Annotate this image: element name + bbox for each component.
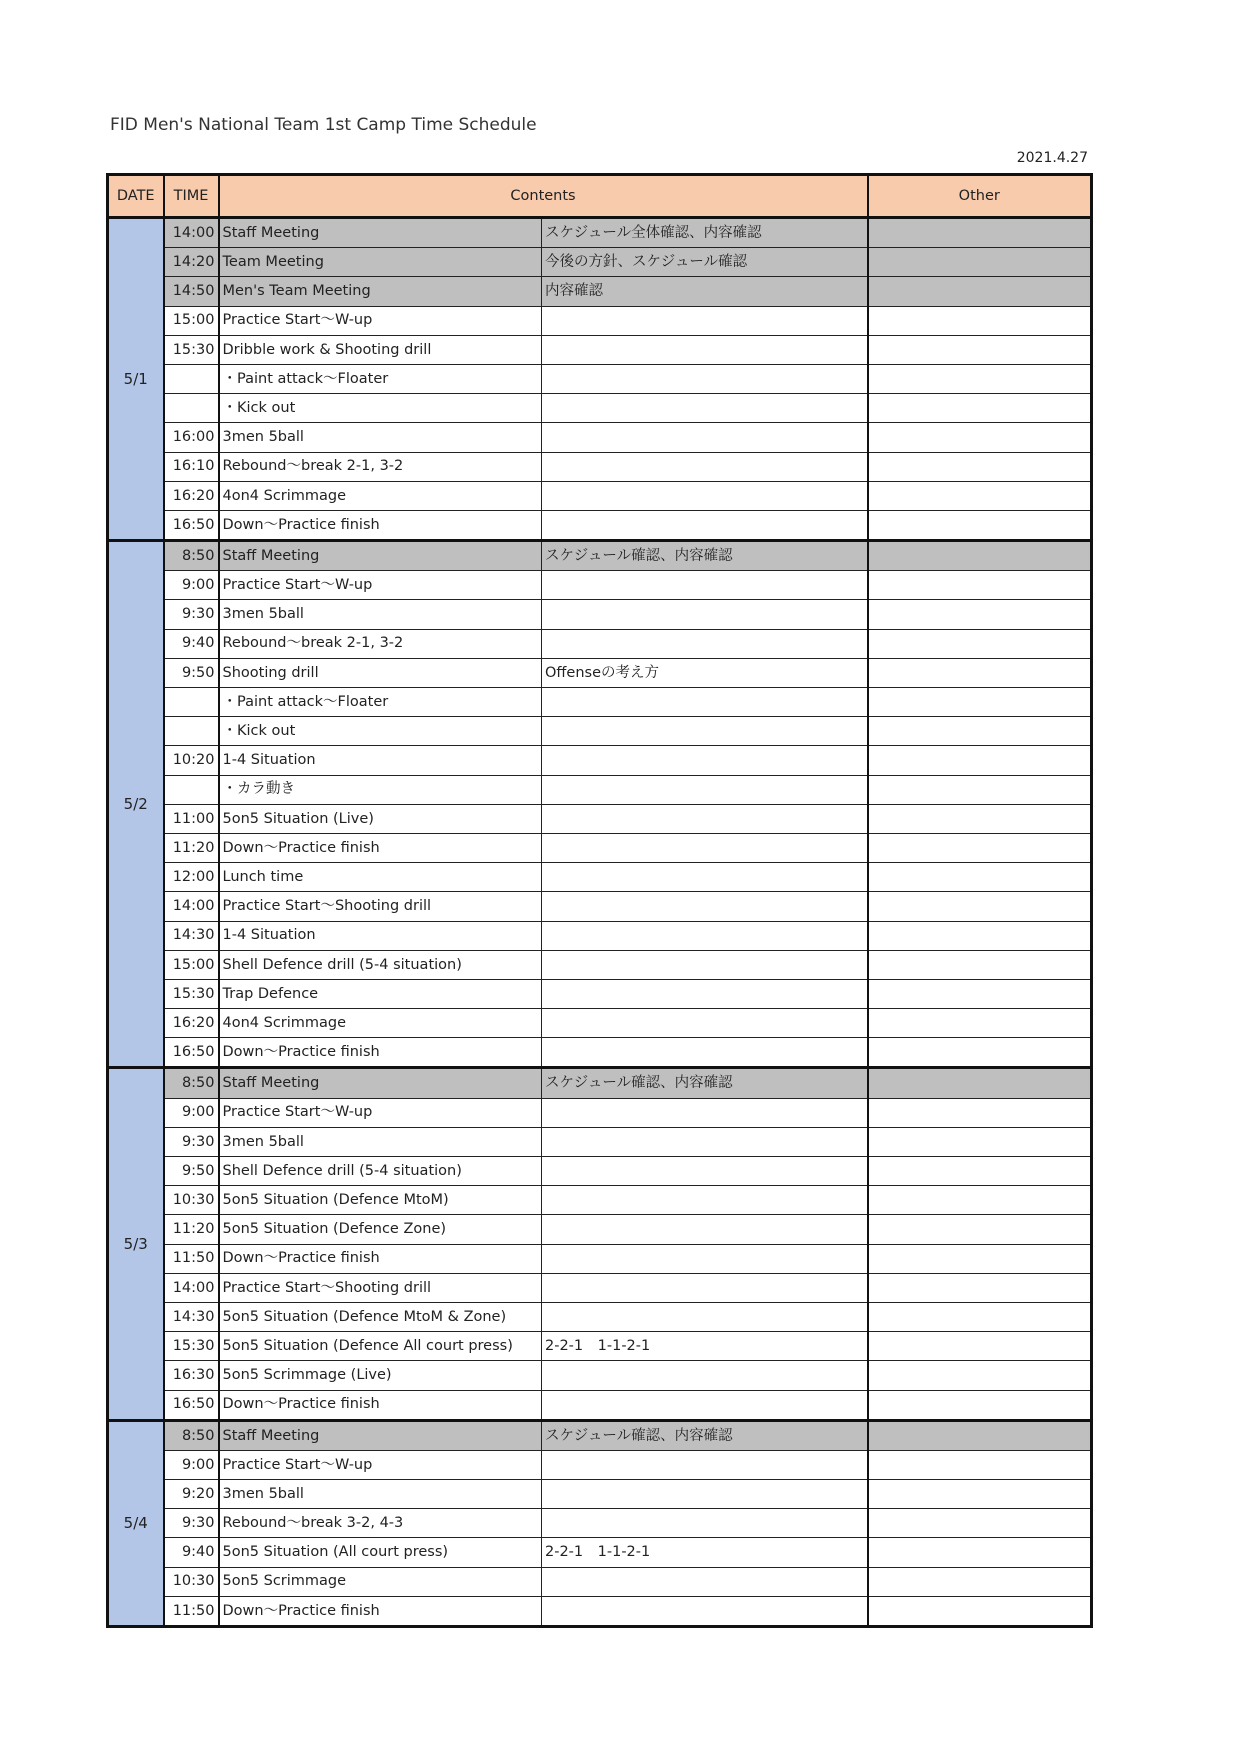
other-cell — [868, 1361, 1092, 1390]
content-cell: 5on5 Situation (Defence MtoM & Zone) — [219, 1302, 542, 1331]
schedule-row — [108, 1332, 1092, 1361]
other-cell — [868, 1450, 1092, 1479]
content-cell: Shooting drill — [219, 658, 542, 687]
table-header — [108, 175, 1092, 218]
content-cell: Rebound～break 3-2, 4-3 — [219, 1509, 542, 1538]
time-cell: 11:20 — [164, 833, 219, 862]
time-cell: 9:50 — [164, 1157, 219, 1186]
schedule-row — [108, 1098, 1092, 1127]
content-cell: Lunch time — [219, 863, 542, 892]
schedule-row — [108, 1420, 1092, 1450]
note-cell — [542, 452, 868, 481]
content-cell: Shell Defence drill (5-4 situation) — [219, 950, 542, 979]
note-cell — [542, 892, 868, 921]
content-cell: Dribble work & Shooting drill — [219, 335, 542, 364]
schedule-row — [108, 600, 1092, 629]
other-cell — [868, 600, 1092, 629]
time-cell: 9:50 — [164, 658, 219, 687]
schedule-row — [108, 1186, 1092, 1215]
time-cell: 9:00 — [164, 1450, 219, 1479]
content-cell: 5on5 Situation (All court press) — [219, 1538, 542, 1567]
time-cell — [164, 775, 219, 804]
other-cell — [868, 335, 1092, 364]
schedule-row — [108, 1215, 1092, 1244]
note-cell — [542, 921, 868, 950]
schedule-row — [108, 804, 1092, 833]
other-cell — [868, 248, 1092, 277]
note-cell — [542, 1157, 868, 1186]
note-cell — [542, 1567, 868, 1596]
content-cell: 1-4 Situation — [219, 921, 542, 950]
other-cell — [868, 1538, 1092, 1567]
time-cell: 9:00 — [164, 571, 219, 600]
content-cell: Down～Practice finish — [219, 833, 542, 862]
time-cell: 9:30 — [164, 600, 219, 629]
time-cell: 16:20 — [164, 1009, 219, 1038]
note-cell — [542, 481, 868, 510]
note-cell: 内容確認 — [542, 277, 868, 306]
note-cell — [542, 688, 868, 717]
other-cell — [868, 1127, 1092, 1156]
content-cell: Rebound～break 2-1, 3-2 — [219, 629, 542, 658]
note-cell — [542, 950, 868, 979]
schedule-row — [108, 1480, 1092, 1509]
other-cell — [868, 746, 1092, 775]
other-cell — [868, 950, 1092, 979]
other-cell — [868, 833, 1092, 862]
other-cell — [868, 1509, 1092, 1538]
note-cell — [542, 1244, 868, 1273]
time-cell: 10:30 — [164, 1567, 219, 1596]
content-cell: ・Paint attack～Floater — [219, 364, 542, 393]
other-cell — [868, 1302, 1092, 1331]
other-cell — [868, 1009, 1092, 1038]
note-cell — [542, 746, 868, 775]
time-cell — [164, 364, 219, 393]
other-cell — [868, 1332, 1092, 1361]
other-cell — [868, 1186, 1092, 1215]
note-cell — [542, 364, 868, 393]
schedule-row — [108, 1538, 1092, 1567]
note-cell: スケジュール全体確認、内容確認 — [542, 218, 868, 248]
header-time: TIME — [164, 175, 219, 218]
time-cell: 16:50 — [164, 1390, 219, 1420]
schedule-row — [108, 277, 1092, 306]
note-cell — [542, 775, 868, 804]
note-cell — [542, 1302, 868, 1331]
schedule-row — [108, 1567, 1092, 1596]
other-cell — [868, 541, 1092, 571]
schedule-row — [108, 1509, 1092, 1538]
schedule-row — [108, 892, 1092, 921]
schedule-row — [108, 1127, 1092, 1156]
note-cell — [542, 571, 868, 600]
note-cell — [542, 863, 868, 892]
other-cell — [868, 364, 1092, 393]
schedule-row — [108, 335, 1092, 364]
other-cell — [868, 1157, 1092, 1186]
schedule-row — [108, 1361, 1092, 1390]
time-cell: 15:30 — [164, 979, 219, 1008]
content-cell: Trap Defence — [219, 979, 542, 1008]
other-cell — [868, 658, 1092, 687]
other-cell — [868, 979, 1092, 1008]
note-cell: 2-2-1 1-1-2-1 — [542, 1332, 868, 1361]
day-date-cell: 5/3 — [108, 1068, 164, 1420]
note-cell — [542, 1273, 868, 1302]
time-cell — [164, 717, 219, 746]
other-cell — [868, 717, 1092, 746]
note-cell: Offenseの考え方 — [542, 658, 868, 687]
content-cell: Staff Meeting — [219, 1068, 542, 1098]
content-cell: Practice Start～Shooting drill — [219, 1273, 542, 1302]
note-cell — [542, 804, 868, 833]
other-cell — [868, 775, 1092, 804]
header-other: Other — [868, 175, 1092, 218]
note-cell — [542, 1596, 868, 1626]
note-cell: スケジュール確認、内容確認 — [542, 541, 868, 571]
time-cell: 14:20 — [164, 248, 219, 277]
time-cell: 11:00 — [164, 804, 219, 833]
other-cell — [868, 688, 1092, 717]
schedule-row — [108, 510, 1092, 540]
note-cell — [542, 1509, 868, 1538]
schedule-row — [108, 1302, 1092, 1331]
content-cell: 5on5 Scrimmage (Live) — [219, 1361, 542, 1390]
content-cell: Down～Practice finish — [219, 1244, 542, 1273]
time-cell: 11:50 — [164, 1244, 219, 1273]
schedule-row — [108, 833, 1092, 862]
note-cell — [542, 979, 868, 1008]
schedule-row — [108, 950, 1092, 979]
other-cell — [868, 1420, 1092, 1450]
note-cell: 2-2-1 1-1-2-1 — [542, 1538, 868, 1567]
time-cell: 8:50 — [164, 541, 219, 571]
schedule-row — [108, 658, 1092, 687]
schedule-row — [108, 1038, 1092, 1068]
note-cell — [542, 306, 868, 335]
header-row — [108, 175, 1092, 218]
time-cell: 14:30 — [164, 1302, 219, 1331]
time-cell: 9:00 — [164, 1098, 219, 1127]
content-cell: 5on5 Scrimmage — [219, 1567, 542, 1596]
note-cell — [542, 510, 868, 540]
other-cell — [868, 892, 1092, 921]
schedule-row — [108, 248, 1092, 277]
time-cell: 15:00 — [164, 306, 219, 335]
time-cell: 14:50 — [164, 277, 219, 306]
note-cell: スケジュール確認、内容確認 — [542, 1420, 868, 1450]
other-cell — [868, 277, 1092, 306]
content-cell: Down～Practice finish — [219, 1596, 542, 1626]
content-cell: 5on5 Situation (Defence Zone) — [219, 1215, 542, 1244]
time-cell: 8:50 — [164, 1420, 219, 1450]
content-cell: Men's Team Meeting — [219, 277, 542, 306]
schedule-row — [108, 921, 1092, 950]
content-cell: Staff Meeting — [219, 541, 542, 571]
note-cell — [542, 600, 868, 629]
time-cell: 14:30 — [164, 921, 219, 950]
other-cell — [868, 423, 1092, 452]
note-cell — [542, 394, 868, 423]
day-date-cell: 5/1 — [108, 218, 164, 541]
content-cell: Rebound～break 2-1, 3-2 — [219, 452, 542, 481]
other-cell — [868, 510, 1092, 540]
content-cell: Practice Start～W-up — [219, 1450, 542, 1479]
time-cell: 16:50 — [164, 1038, 219, 1068]
time-cell: 15:00 — [164, 950, 219, 979]
other-cell — [868, 921, 1092, 950]
schedule-row — [108, 1450, 1092, 1479]
other-cell — [868, 452, 1092, 481]
other-cell — [868, 218, 1092, 248]
table-body — [108, 218, 1092, 1627]
schedule-row — [108, 717, 1092, 746]
content-cell: Practice Start～W-up — [219, 571, 542, 600]
time-cell: 16:10 — [164, 452, 219, 481]
schedule-row — [108, 218, 1092, 248]
content-cell: 3men 5ball — [219, 1480, 542, 1509]
other-cell — [868, 306, 1092, 335]
time-cell: 16:50 — [164, 510, 219, 540]
schedule-row — [108, 364, 1092, 393]
note-cell — [542, 335, 868, 364]
other-cell — [868, 1596, 1092, 1626]
schedule-row — [108, 541, 1092, 571]
time-cell: 11:20 — [164, 1215, 219, 1244]
other-cell — [868, 863, 1092, 892]
day-date-cell: 5/4 — [108, 1420, 164, 1626]
content-cell: Practice Start～W-up — [219, 1098, 542, 1127]
content-cell: ・Paint attack～Floater — [219, 688, 542, 717]
other-cell — [868, 1567, 1092, 1596]
schedule-row — [108, 1009, 1092, 1038]
document-title: FID Men's National Team 1st Camp Time Schedule — [110, 115, 537, 135]
content-cell: 4on4 Scrimmage — [219, 481, 542, 510]
time-cell: 9:40 — [164, 1538, 219, 1567]
other-cell — [868, 394, 1092, 423]
note-cell — [542, 1127, 868, 1156]
content-cell: 5on5 Situation (Defence All court press) — [219, 1332, 542, 1361]
schedule-row — [108, 979, 1092, 1008]
schedule-row — [108, 1273, 1092, 1302]
other-cell — [868, 571, 1092, 600]
schedule-row — [108, 452, 1092, 481]
schedule-row — [108, 481, 1092, 510]
content-cell: Practice Start～Shooting drill — [219, 892, 542, 921]
schedule-row — [108, 423, 1092, 452]
time-cell — [164, 394, 219, 423]
note-cell — [542, 833, 868, 862]
note-cell — [542, 1038, 868, 1068]
time-cell: 16:30 — [164, 1361, 219, 1390]
time-cell: 9:40 — [164, 629, 219, 658]
schedule-row — [108, 1390, 1092, 1420]
content-cell: 5on5 Situation (Defence MtoM) — [219, 1186, 542, 1215]
content-cell: Down～Practice finish — [219, 510, 542, 540]
time-cell: 9:30 — [164, 1509, 219, 1538]
content-cell: Team Meeting — [219, 248, 542, 277]
other-cell — [868, 629, 1092, 658]
other-cell — [868, 1273, 1092, 1302]
time-cell: 16:00 — [164, 423, 219, 452]
other-cell — [868, 481, 1092, 510]
other-cell — [868, 1068, 1092, 1098]
note-cell — [542, 1215, 868, 1244]
schedule-row — [108, 1157, 1092, 1186]
schedule-row — [108, 1068, 1092, 1098]
schedule-row — [108, 306, 1092, 335]
other-cell — [868, 1038, 1092, 1068]
note-cell — [542, 629, 868, 658]
content-cell: ・カラ動き — [219, 775, 542, 804]
content-cell: ・Kick out — [219, 394, 542, 423]
other-cell — [868, 1390, 1092, 1420]
other-cell — [868, 1244, 1092, 1273]
content-cell: Down～Practice finish — [219, 1390, 542, 1420]
content-cell: 5on5 Situation (Live) — [219, 804, 542, 833]
note-cell — [542, 1480, 868, 1509]
schedule-row — [108, 394, 1092, 423]
time-cell — [164, 688, 219, 717]
note-cell — [542, 1361, 868, 1390]
time-cell: 12:00 — [164, 863, 219, 892]
note-cell — [542, 1186, 868, 1215]
note-cell — [542, 717, 868, 746]
schedule-row — [108, 1244, 1092, 1273]
time-cell: 10:20 — [164, 746, 219, 775]
time-cell: 15:30 — [164, 335, 219, 364]
schedule-row — [108, 688, 1092, 717]
schedule-row — [108, 571, 1092, 600]
note-cell — [542, 1009, 868, 1038]
time-cell: 14:00 — [164, 1273, 219, 1302]
note-cell — [542, 1098, 868, 1127]
time-cell: 14:00 — [164, 218, 219, 248]
note-cell — [542, 1450, 868, 1479]
header-date: DATE — [108, 175, 164, 218]
other-cell — [868, 804, 1092, 833]
schedule-table — [106, 173, 1093, 1628]
note-cell — [542, 423, 868, 452]
content-cell: Down～Practice finish — [219, 1038, 542, 1068]
time-cell: 10:30 — [164, 1186, 219, 1215]
content-cell: Practice Start～W-up — [219, 306, 542, 335]
time-cell: 15:30 — [164, 1332, 219, 1361]
content-cell: 3men 5ball — [219, 423, 542, 452]
time-cell: 9:20 — [164, 1480, 219, 1509]
note-cell — [542, 1390, 868, 1420]
schedule-row — [108, 775, 1092, 804]
time-cell: 9:30 — [164, 1127, 219, 1156]
day-date-cell: 5/2 — [108, 541, 164, 1068]
header-contents: Contents — [219, 175, 868, 218]
note-cell: 今後の方針、スケジュール確認 — [542, 248, 868, 277]
time-cell: 14:00 — [164, 892, 219, 921]
note-cell: スケジュール確認、内容確認 — [542, 1068, 868, 1098]
content-cell: Shell Defence drill (5-4 situation) — [219, 1157, 542, 1186]
content-cell: Staff Meeting — [219, 1420, 542, 1450]
content-cell: 3men 5ball — [219, 600, 542, 629]
document-date: 2021.4.27 — [1016, 150, 1088, 166]
other-cell — [868, 1480, 1092, 1509]
content-cell: 4on4 Scrimmage — [219, 1009, 542, 1038]
time-cell: 8:50 — [164, 1068, 219, 1098]
schedule-row — [108, 629, 1092, 658]
schedule-row — [108, 1596, 1092, 1626]
other-cell — [868, 1098, 1092, 1127]
other-cell — [868, 1215, 1092, 1244]
content-cell: 3men 5ball — [219, 1127, 542, 1156]
content-cell: Staff Meeting — [219, 218, 542, 248]
schedule-row — [108, 746, 1092, 775]
content-cell: ・Kick out — [219, 717, 542, 746]
content-cell: 1-4 Situation — [219, 746, 542, 775]
time-cell: 11:50 — [164, 1596, 219, 1626]
time-cell: 16:20 — [164, 481, 219, 510]
schedule-row — [108, 863, 1092, 892]
